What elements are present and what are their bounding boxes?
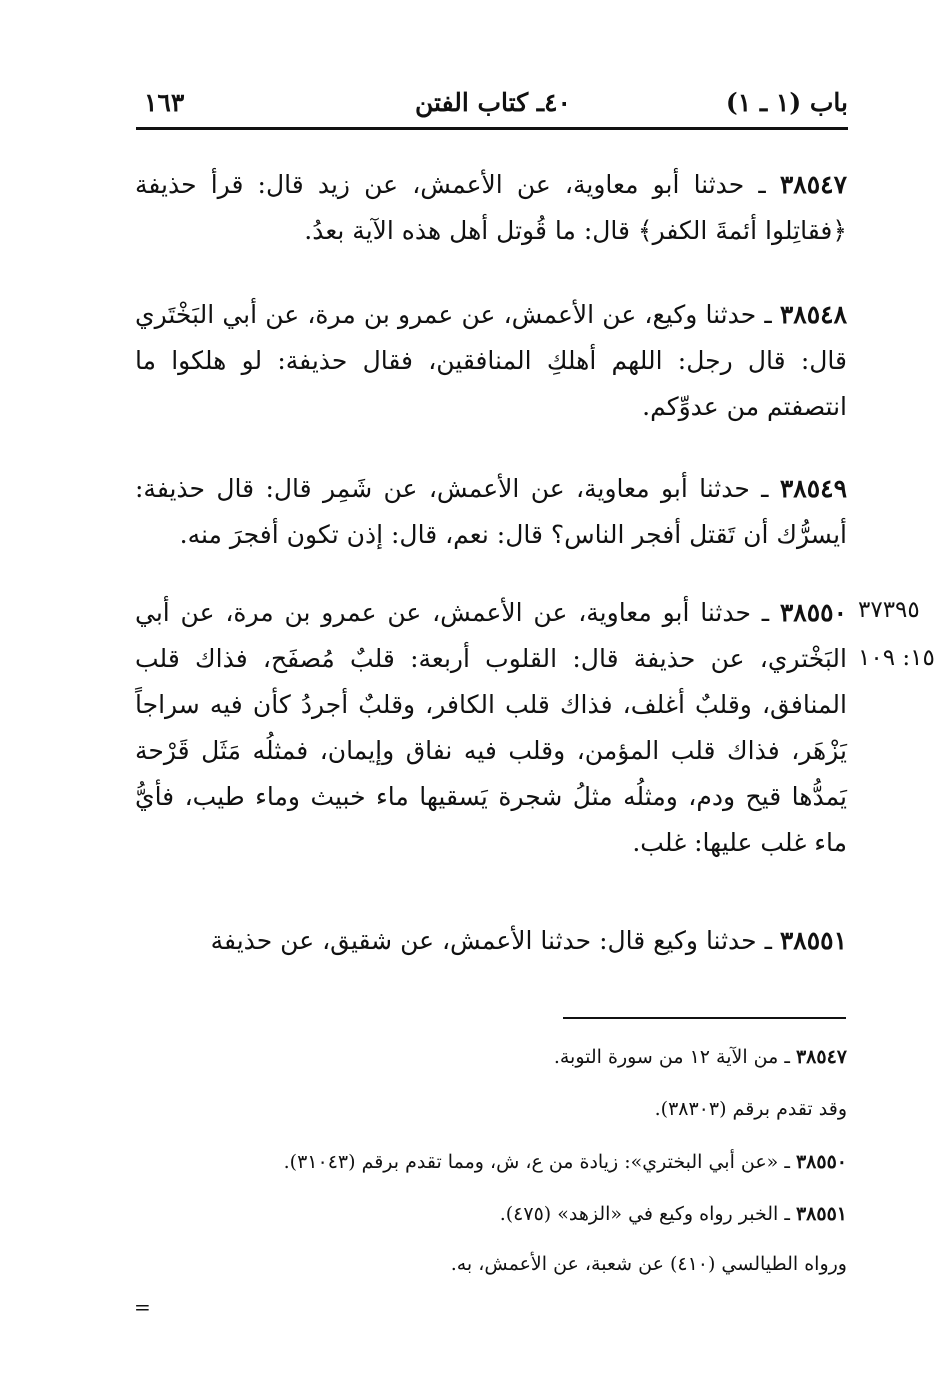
entry-number: ٣٨٥٤٩ bbox=[779, 474, 848, 503]
hadith-entry: ٣٨٥٥٠ ـ حدثنا أبو معاوية، عن الأعمش، عن عمرو بن مرة، عن أبي البَخْتري، عن حذيفة قال: القلوب أربعة: قلبٌ مُصفَح، فذاك قلب المنافق، وقلبٌ أغلف، فذاك قلب الكافر، وقلبٌ أجردُ كأن فيه سراجاً يَزْهَر، فذاك قلب المؤمن، وقلب فيه نفاق وإيمان، فمثلُه مَثَل قَرْحة يَمدُّها قيح ودم، ومثلُه مثلُ شجرة يَسقيها ماء خبيث وماء طيب، فأيُّ ماء غلب عليها: غلب. bbox=[135, 598, 847, 857]
hadith-entry: ٣٨٥٤٧ ـ حدثنا أبو معاوية، عن الأعمش، عن زيد قال: قرأ حذيفة ﴿فقاتِلوا أئمةَ الكفر﴾ قال: ما قُوتل أهل هذه الآية بعدُ. bbox=[135, 170, 847, 245]
page-header bbox=[138, 82, 848, 122]
footnote: وقد تقدم برقم (٣٨٣٠٣). bbox=[654, 1098, 847, 1120]
continuation-mark: = bbox=[134, 1295, 151, 1319]
entry-number: ٣٨٥٥١ bbox=[779, 926, 847, 955]
margin-volume-page: ١٥: ١٠٩ bbox=[858, 645, 935, 671]
hadith-entry: ٣٨٥٤٩ ـ حدثنا أبو معاوية، عن الأعمش، عن شَمِر قال: قال حذيفة: أيسرُّك أن تَقتل أفجر الناس؟ قال: نعم، قال: إذن تكون أفجرَ منه. bbox=[135, 474, 848, 549]
footnote: ٣٨٥٥١ ـ الخبر رواه وكيع في «الزهد» (٤٧٥). bbox=[499, 1203, 847, 1225]
footnote: ورواه الطيالسي (٤١٠) عن شعبة، عن الأعمش، به. bbox=[450, 1253, 847, 1275]
entry-text: حدثنا أبو معاوية، عن الأعمش، عن شَمِر قال: قال حذيفة: أيسرُّك أن تَقتل أفجر الناس؟ قال: نعم، قال: إذن تكون أفجرَ منه. bbox=[135, 474, 847, 549]
chapter-heading: باب (١ ـ ١) bbox=[725, 88, 848, 117]
entry-text: حدثنا وكيع قال: حدثنا الأعمش، عن شقيق، عن حذيفة bbox=[210, 926, 757, 955]
entry-text: حدثنا وكيع، عن الأعمش، عن عمرو بن مرة، عن أبي البَخْتَري قال: قال رجل: اللهم أهلكِ المنافقين، فقال حذيفة: لو هلكوا ما انتصفتم من عدوِّكم. bbox=[135, 300, 847, 421]
hadith-entry: ٣٨٥٥١ ـ حدثنا وكيع قال: حدثنا الأعمش، عن شقيق، عن حذيفة bbox=[210, 926, 847, 955]
hadith-entry: ٣٨٥٤٨ ـ حدثنا وكيع، عن الأعمش، عن عمرو بن مرة، عن أبي البَخْتَري قال: قال رجل: اللهم أهلكِ المنافقين، فقال حذيفة: لو هلكوا ما انتصفتم من عدوِّكم. bbox=[135, 300, 848, 421]
footnote: ٣٨٥٥٠ ـ «عن أبي البختري»: زيادة من ع، ش، ومما تقدم برقم (٣١٠٤٣). bbox=[283, 1151, 847, 1173]
entry-number: ٣٨٥٥٠ bbox=[779, 598, 847, 627]
footnote: ٣٨٥٤٧ ـ من الآية ١٢ من سورة التوبة. bbox=[553, 1046, 847, 1068]
footnote-separator bbox=[563, 1017, 846, 1019]
book-title: ٤٠ـ كتاب الفتن bbox=[415, 88, 571, 117]
margin-cross-reference: ٣٧٣٩٥ bbox=[858, 597, 920, 623]
entry-number: ٣٨٥٤٧ bbox=[779, 170, 847, 199]
header-rule bbox=[136, 127, 848, 130]
entry-text: حدثنا أبو معاوية، عن الأعمش، عن زيد قال: قرأ حذيفة ﴿فقاتِلوا أئمةَ الكفر﴾ قال: ما قُوتل أهل هذه الآية بعدُ. bbox=[135, 170, 847, 245]
page-number: ١٦٣ bbox=[144, 88, 185, 117]
entry-text: حدثنا أبو معاوية، عن الأعمش، عن عمرو بن مرة، عن أبي البَخْتري، عن حذيفة قال: القلوب أربعة: قلبٌ مُصفَح، فذاك قلب المنافق، وقلبٌ أغلف، فذاك قلب الكافر، وقلبٌ أجردُ كأن فيه سراجاً يَزْهَر، فذاك قلب المؤمن، وقلب فيه نفاق وإيمان، فمثلُه مَثَل قَرْحة يَمدُّها قيح ودم، ومثلُه مثلُ شجرة يَسقيها ماء خبيث وماء طيب، فأيُّ ماء غلب عليها: غلب. bbox=[135, 598, 847, 857]
entry-number: ٣٨٥٤٨ bbox=[779, 300, 848, 329]
